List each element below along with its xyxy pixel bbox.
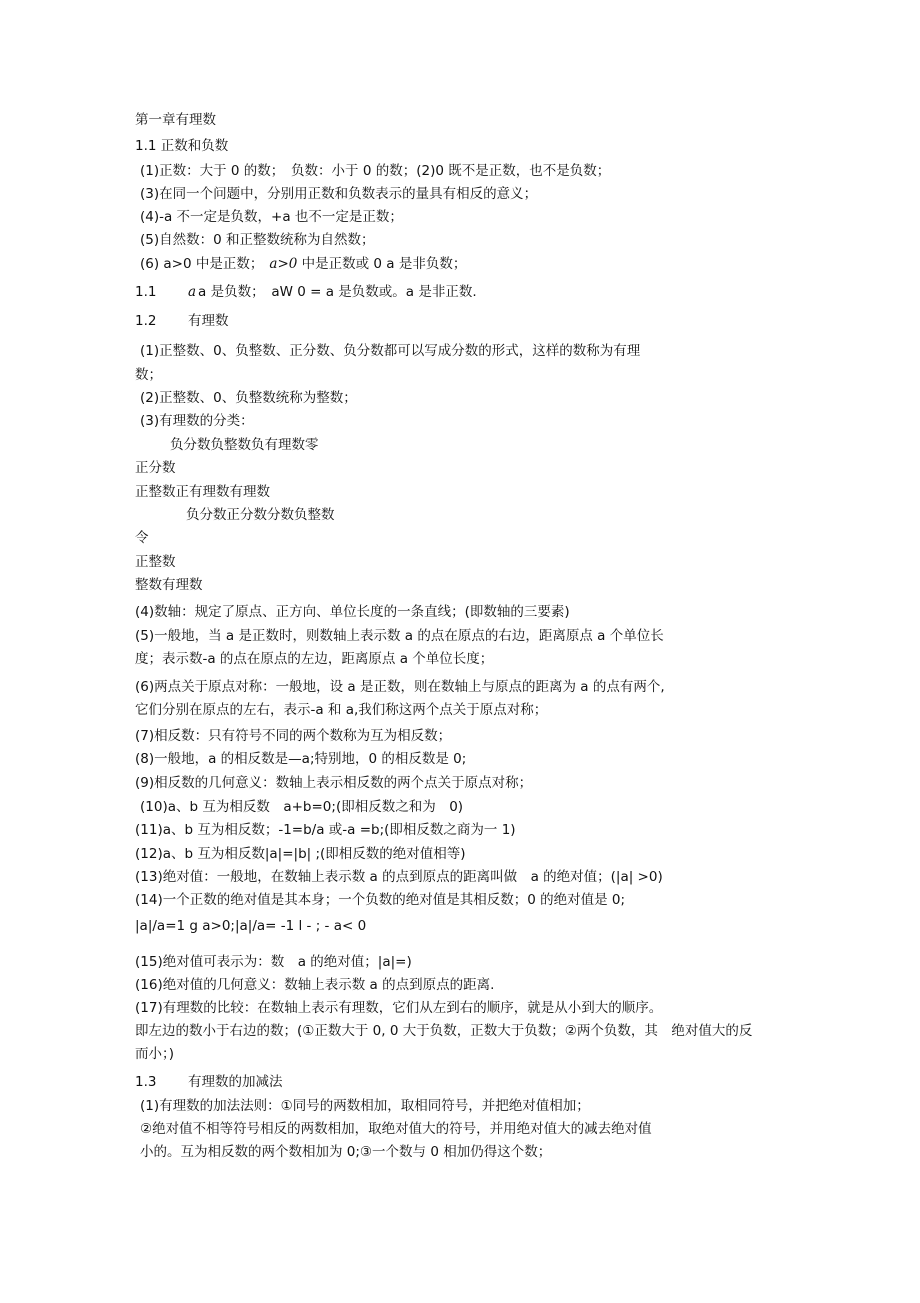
paragraph: (3)有理数的分类： bbox=[140, 413, 254, 429]
classification-line: 正整数 bbox=[135, 554, 176, 570]
paragraph: (11)a、b 互为相反数；-1=b/a 或-a =b;(即相反数之商为一 1) bbox=[135, 822, 516, 838]
section-number: 1.2 bbox=[135, 313, 157, 329]
paragraph: (1)正数：大于 0 的数； 负数：小于 0 的数；(2)0 既不是正数，也不是负数； bbox=[140, 163, 611, 179]
classification-line: 正分数 bbox=[135, 460, 176, 476]
paragraph: (5)一般地，当 a 是正数时，则数轴上表示数 a 的点在原点的右边，距离原点 a 个单位长 bbox=[135, 628, 664, 644]
paragraph: (6)两点关于原点对称：一般地，设 a 是正数，则在数轴上与原点的距离为 a 的点有两个, bbox=[135, 679, 665, 695]
text-segment: (6) a>0 中是正数； bbox=[140, 256, 264, 272]
paragraph: (15)绝对值可表示为：数 a 的绝对值；|a|=) bbox=[135, 954, 412, 970]
formula-line: |a|/a=1 g a>0;|a|/a= -1 l - ; - a< 0 bbox=[135, 918, 367, 934]
paragraph: 度；表示数-a 的点在原点的左边，距离原点 a 个单位长度； bbox=[135, 651, 494, 667]
section-number: 1.1 bbox=[135, 284, 157, 300]
paragraph: (16)绝对值的几何意义：数轴上表示数 a 的点到原点的距离. bbox=[135, 977, 495, 993]
classification-line: 负分数负整数负有理数零 bbox=[170, 437, 319, 453]
classification-line: 整数有理数 bbox=[135, 577, 203, 593]
paragraph: (5)自然数：0 和正整数统称为自然数； bbox=[140, 232, 375, 248]
chapter-title: 第一章有理数 bbox=[135, 112, 216, 128]
paragraph: (2)正整数、0、负整数统称为整数； bbox=[140, 390, 357, 406]
section-title: 有理数的加减法 bbox=[188, 1074, 283, 1090]
classification-line: 负分数正分数分数负整数 bbox=[186, 507, 335, 523]
section-heading-1-1: 1.1 正数和负数 bbox=[135, 138, 229, 154]
paragraph: (9)相反数的几何意义：数轴上表示相反数的两个点关于原点对称； bbox=[135, 775, 533, 791]
paragraph: a 是负数； aW 0 = a 是负数或。a 是非正数. bbox=[198, 284, 477, 300]
classification-line: 正整数正有理数有理数 bbox=[135, 484, 270, 500]
text-segment: 中是正数或 0 a 是非负数； bbox=[297, 256, 467, 272]
italic-variable: a bbox=[188, 284, 197, 300]
italic-expression: a>0 bbox=[269, 256, 298, 272]
paragraph: (12)a、b 互为相反数|a|=|b| ;(即相反数的绝对值相等) bbox=[135, 846, 466, 862]
paragraph: 即左边的数小于右边的数；(①正数大于 0, 0 大于负数，正数大于负数；②两个负数，其 绝对值大的反 bbox=[135, 1023, 753, 1039]
paragraph: (13)绝对值：一般地，在数轴上表示数 a 的点到原点的距离叫做 a 的绝对值；(|a| >0) bbox=[135, 869, 663, 885]
paragraph: (14)一个正数的绝对值是其本身；一个负数的绝对值是其相反数；0 的绝对值是 0; bbox=[135, 892, 626, 908]
paragraph: (7)相反数：只有符号不同的两个数称为互为相反数； bbox=[135, 728, 452, 744]
paragraph: (1)有理数的加法法则：①同号的两数相加，取相同符号，并把绝对值相加； bbox=[140, 1098, 590, 1114]
paragraph bbox=[140, 255, 466, 273]
paragraph: (10)a、b 互为相反数 a+b=0;(即相反数之和为 0) bbox=[140, 799, 464, 815]
paragraph: 它们分别在原点的左右，表示-a 和 a,我们称这两个点关于原点对称； bbox=[135, 702, 548, 718]
paragraph: (3)在同一个问题中，分别用正数和负数表示的量具有相反的意义； bbox=[140, 186, 538, 202]
section-title: 有理数 bbox=[188, 313, 229, 329]
paragraph: (4)-a 不一定是负数，+a 也不一定是正数； bbox=[140, 209, 403, 225]
paragraph: 数； bbox=[135, 367, 162, 383]
classification-line: 令 bbox=[135, 530, 149, 546]
paragraph: 而小；) bbox=[135, 1046, 175, 1062]
paragraph: (8)一般地，a 的相反数是—a;特别地，0 的相反数是 0; bbox=[135, 751, 467, 767]
paragraph: (17)有理数的比较：在数轴上表示有理数，它们从左到右的顺序，就是从小到大的顺序。 bbox=[135, 1000, 663, 1016]
paragraph: (1)正整数、0、负整数、正分数、负分数都可以写成分数的形式，这样的数称为有理 bbox=[140, 343, 641, 359]
paragraph: 小的。互为相反数的两个数相加为 0;③一个数与 0 相加仍得这个数； bbox=[140, 1144, 552, 1160]
paragraph: (4)数轴：规定了原点、正方向、单位长度的一条直线；(即数轴的三要素) bbox=[135, 604, 570, 620]
paragraph: ②绝对值不相等符号相反的两数相加，取绝对值大的符号，并用绝对值大的减去绝对值 bbox=[140, 1121, 652, 1137]
section-number: 1.3 bbox=[135, 1074, 157, 1090]
